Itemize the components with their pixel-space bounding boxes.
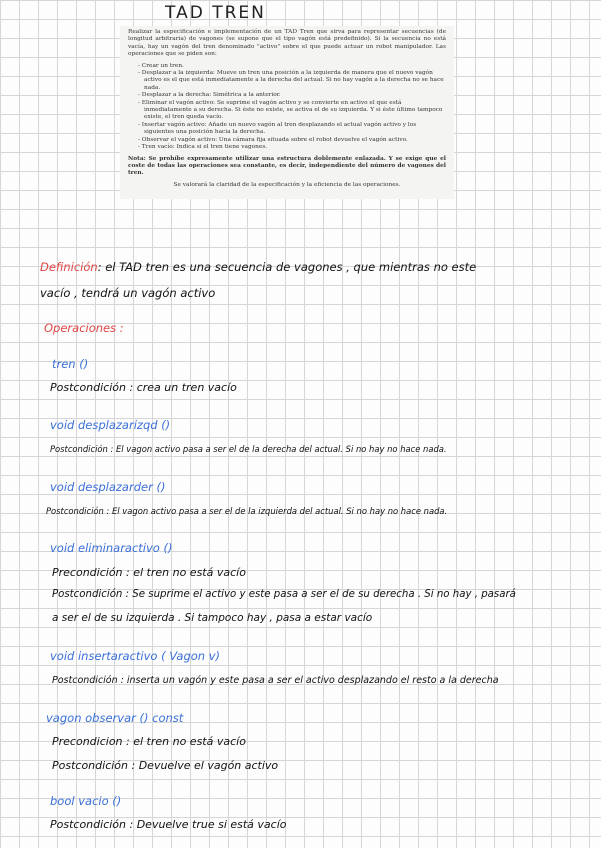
operation-item: - Desplazar a la izquierda: Mueve un tren una posición a la izquierda de manera que el nuevo vagón activo es el que está inmediatamente a la derecha del actual. Si no hay vagón a la derecha no se hace nada. <box>138 70 444 91</box>
desplazarizq-postcondition: Postcondición : El vagon activo pasa a ser el de la derecha del actual. Si no hay no hace nada. <box>50 444 447 454</box>
vacio-postcondition: Postcondición : Devuelve true si está vacío <box>50 818 287 831</box>
desplazarder-signature: void desplazarder () <box>50 480 166 494</box>
operation-item: - Tren vacío: Indica si el tren tiene vagones. <box>138 144 268 151</box>
statement-intro: Realizar la especificación e implementación de un TAD Tren que sirva para representar secuencias (de longitud arbitraria) de vagones (se supone que el tipo vagón está predefinido). Si la secuencia no está vacía, hay un vagón del tren denominado "activo" sobre el que puede actuar un robot manipulador. Las operaciones que se piden son: <box>128 29 446 58</box>
operation-item: - Observar el vagón activo: Una cámara fija situada sobre el robot devuelve el vagón activo. <box>138 136 408 143</box>
eliminaractivo-signature: void eliminaractivo () <box>50 541 173 555</box>
desplazarder-postcondition: Postcondición : El vagon activo pasa a ser el de la izquierda del actual. Si no hay no hace nada. <box>46 506 448 516</box>
definition-label: Definición <box>40 260 98 274</box>
definition-line-2: vacío , tendrá un vagón activo <box>40 286 216 300</box>
tren-signature: tren () <box>52 357 89 371</box>
vacio-signature: bool vacio () <box>50 794 122 808</box>
insertaractivo-signature: void insertaractivo ( Vagon v) <box>50 649 221 663</box>
eliminaractivo-postcondition-2: a ser el de su izquierda . Si tampoco hay , pasa a estar vacío <box>52 612 373 624</box>
operation-item: - Eliminar el vagón activo: Se suprime el vagón activo y se convierte en activo el que está inmediatamente a su derecha. Si éste no existe, se activa el de su izquierda. Y si éste último tampoco existe, el tren queda vacío. <box>138 99 443 121</box>
operation-item: - Desplazar a la derecha: Simétrica a la anterior. <box>138 92 281 99</box>
observar-precondition: Precondicion : el tren no está vacío <box>52 735 246 748</box>
observar-postcondition: Postcondición : Devuelve el vagón activo <box>52 759 279 772</box>
observar-signature: vagon observar () const <box>46 711 184 725</box>
exercise-statement <box>120 26 454 199</box>
operations-list <box>138 63 446 152</box>
desplazarizq-signature: void desplazarizqd () <box>50 418 171 432</box>
statement-note: Nota: Se prohíbe expresamente utilizar una estructura doblemente enlazada. Y se exige que el coste de todas las operaciones sea constante, es decir, independiente del número de vagones del tren. <box>128 155 446 177</box>
definition-text: : el TAD tren es una secuencia de vagones , que mientras no este <box>97 260 477 274</box>
eliminaractivo-precondition: Precondición : el tren no está vacío <box>52 566 246 579</box>
operation-item: - Crear un tren. <box>138 62 184 69</box>
operation-item: - Insertar vagón activo: Añade un nuevo vagón al tren desplazando el actual vagón activo y los siguientes una posición hacia la derecha. <box>138 121 417 136</box>
statement-closing: Se valorará la claridad de la especificación y la eficiencia de las operaciones. <box>173 181 401 188</box>
eliminaractivo-postcondition: Postcondición : Se suprime el activo y este pasa a ser el de su derecha . Si no hay , pasará <box>52 589 516 600</box>
tren-postcondition: Postcondición : crea un tren vacío <box>50 381 237 394</box>
page-title: TAD TREN <box>165 3 266 23</box>
definition-line <box>40 260 476 274</box>
operations-heading: Operaciones : <box>44 321 124 335</box>
insertaractivo-postcondition: Postcondición : inserta un vagón y este pasa a ser el activo desplazando el resto a la derecha <box>52 675 499 686</box>
